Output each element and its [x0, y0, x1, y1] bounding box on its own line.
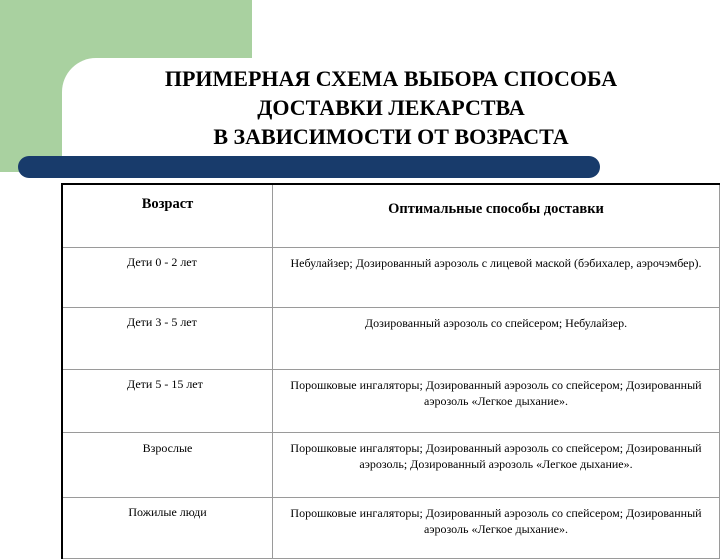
- table-row: [62, 248, 720, 308]
- title-line-1: ПРИМЕРНАЯ СХЕМА ВЫБОРА СПОСОБА: [164, 66, 618, 91]
- table-row: [62, 433, 720, 498]
- table-row: [62, 370, 720, 433]
- age-cell: Дети 3 - 5 лет: [62, 308, 273, 370]
- title-line-3: В ЗАВИСИМОСТИ ОТ ВОЗРАСТА: [213, 124, 569, 149]
- methods-cell: Порошковые ингаляторы; Дозированный аэрозоль со спейсером; Дозированный аэрозоль «Легкое дыхание».: [273, 370, 720, 433]
- header-methods: Оптимальные способы доставки: [273, 184, 720, 248]
- age-cell: Пожилые люди: [62, 498, 273, 559]
- methods-cell: Небулайзер; Дозированный аэрозоль с лицевой маской (бэбихалер, аэрочэмбер).: [273, 248, 720, 308]
- header-age: Возраст: [62, 184, 273, 248]
- methods-cell: Дозированный аэрозоль со спейсером; Небулайзер.: [273, 308, 720, 370]
- table-row: [62, 498, 720, 559]
- table-row: [62, 308, 720, 370]
- age-cell: Дети 0 - 2 лет: [62, 248, 273, 308]
- page-title: [62, 64, 720, 151]
- decorative-navy-bar: [18, 156, 600, 178]
- table-header-row: [62, 184, 720, 248]
- methods-cell: Порошковые ингаляторы; Дозированный аэрозоль со спейсером; Дозированный аэрозоль; Дозированный аэрозоль «Легкое дыхание».: [273, 433, 720, 498]
- age-cell: Взрослые: [62, 433, 273, 498]
- age-cell: Дети 5 - 15 лет: [62, 370, 273, 433]
- methods-cell: Порошковые ингаляторы; Дозированный аэрозоль со спейсером; Дозированный аэрозоль «Легкое дыхание».: [273, 498, 720, 559]
- title-line-2: ДОСТАВКИ ЛЕКАРСТВА: [257, 95, 525, 120]
- delivery-table: [61, 183, 720, 559]
